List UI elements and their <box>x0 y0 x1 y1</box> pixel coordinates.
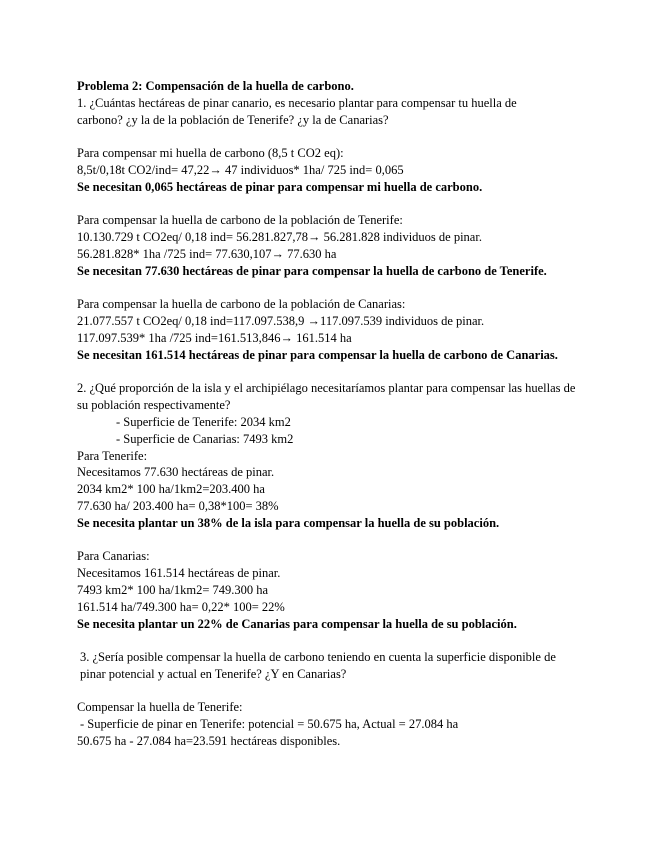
document-body <box>77 78 577 750</box>
canarias-calculation-2: 117.097.539* 1ha /725 ind=161.513,846→ 161.514 ha <box>77 330 352 345</box>
question-2: 2. ¿Qué proporción de la isla y el archipiélago necesitaríamos plantar para compensar las huellas de su población respectivamente? <box>77 381 576 413</box>
q2-canarias-line-1: Necesitamos 161.514 hectáreas de pinar. <box>77 566 281 581</box>
q2-canarias-result: Se necesita plantar un 22% de Canarias para compensar la huella de su población. <box>77 616 517 631</box>
question-1: 1. ¿Cuántas hectáreas de pinar canario, es necesario plantar para compensar tu huella de carbono? ¿y la de la población de Tenerife? ¿y la de Canarias? <box>77 95 517 127</box>
personal-result: Se necesitan 0,065 hectáreas de pinar para compensar mi huella de carbono. <box>77 179 483 194</box>
q2-tenerife-line-3: 77.630 ha/ 203.400 ha= 0,38*100= 38% <box>77 498 279 513</box>
document-title: Problema 2: Compensación de la huella de carbono. <box>77 79 354 93</box>
canarias-calculation-1: 21.077.557 t CO2eq/ 0,18 ind=117.097.538,9 →117.097.539 individuos de pinar. <box>77 314 485 329</box>
tenerife-calculation-2: 56.281.828* 1ha /725 ind= 77.630,107→ 77.630 ha <box>77 246 337 261</box>
tenerife-heading: Para compensar la huella de carbono de la población de Tenerife: <box>77 213 403 228</box>
canarias-heading: Para compensar la huella de carbono de la población de Canarias: <box>77 297 406 312</box>
q2-tenerife-line-2: 2034 km2* 100 ha/1km2=203.400 ha <box>77 482 265 497</box>
tenerife-calculation-1: 10.130.729 t CO2eq/ 0,18 ind= 56.281.827,78→ 56.281.828 individuos de pinar. <box>77 230 482 245</box>
personal-heading: Para compensar mi huella de carbono (8,5 t CO2 eq): <box>77 146 344 161</box>
q3-tenerife-line-1: - Superficie de pinar en Tenerife: potencial = 50.675 ha, Actual = 27.084 ha <box>80 717 459 732</box>
q2-tenerife-heading: Para Tenerife: <box>77 448 148 463</box>
surface-tenerife: - Superficie de Tenerife: 2034 km2 <box>116 414 291 429</box>
question-3: 3. ¿Sería posible compensar la huella de carbono teniendo en cuenta la superficie disponible de pinar potencial y actual en Tenerife? ¿Y en Canarias? <box>80 650 556 681</box>
canarias-result: Se necesitan 161.514 hectáreas de pinar para compensar la huella de carbono de Canarias. <box>77 347 558 362</box>
q2-canarias-heading: Para Canarias: <box>77 549 150 564</box>
q2-tenerife-line-1: Necesitamos 77.630 hectáreas de pinar. <box>77 465 275 480</box>
surface-canarias: - Superficie de Canarias: 7493 km2 <box>116 431 294 446</box>
q2-canarias-line-3: 161.514 ha/749.300 ha= 0,22* 100= 22% <box>77 599 285 614</box>
q2-canarias-line-2: 7493 km2* 100 ha/1km2= 749.300 ha <box>77 582 269 597</box>
q3-tenerife-heading: Compensar la huella de Tenerife: <box>77 700 243 715</box>
tenerife-result: Se necesitan 77.630 hectáreas de pinar para compensar la huella de carbono de Tenerife. <box>77 263 547 278</box>
q2-tenerife-result: Se necesita plantar un 38% de la isla para compensar la huella de su población. <box>77 515 500 530</box>
personal-calculation: 8,5t/0,18t CO2/ind= 47,22→ 47 individuos* 1ha/ 725 ind= 0,065 <box>77 162 404 177</box>
q3-tenerife-line-2: 50.675 ha - 27.084 ha=23.591 hectáreas disponibles. <box>77 734 341 749</box>
